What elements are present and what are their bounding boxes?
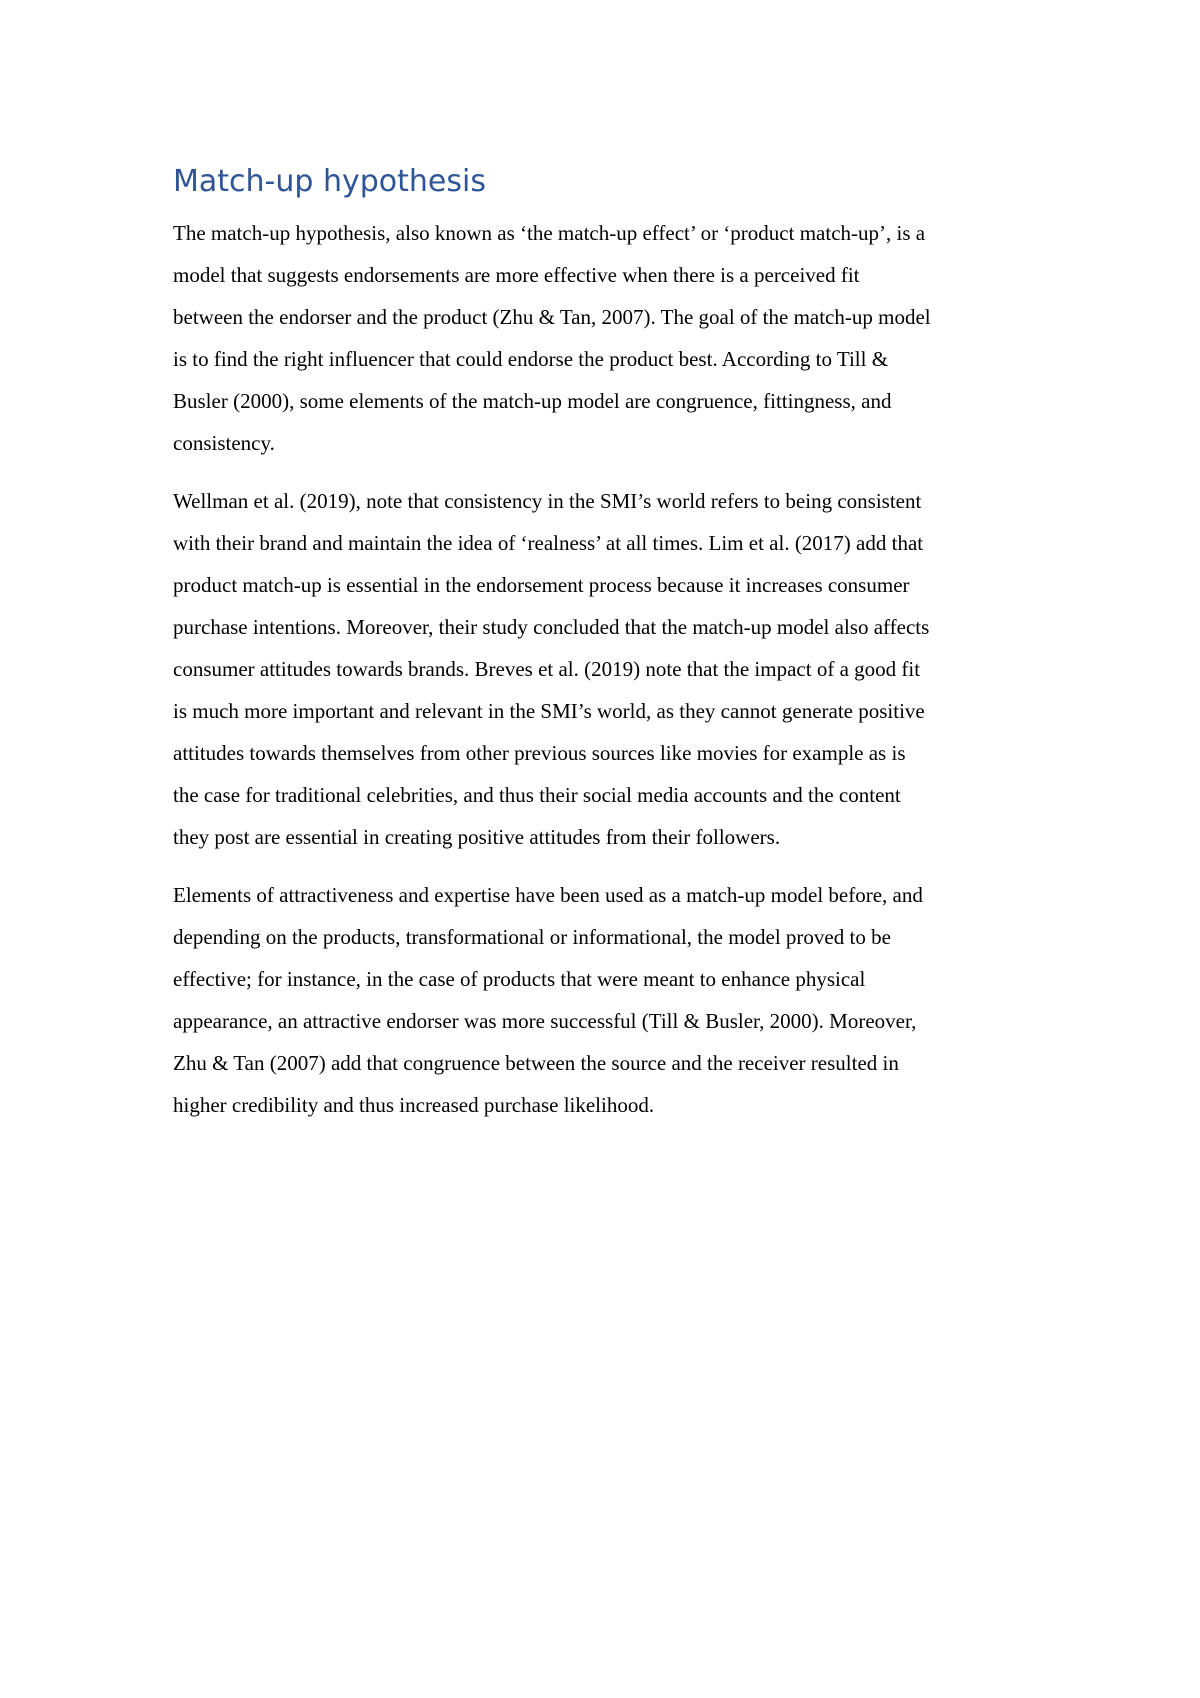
paragraph-2: Wellman et al. (2019), note that consistency in the SMI’s world refers to being consistent with their brand and maintain the idea of ‘realness’ at all times. Lim et al. (2017) add that product match-up is essential in the endorsement process because it increases consumer purchase intentions. Moreover, their study concluded that the match-up model also affects consumer attitudes towards brands. Breves et al. (2019) note that the impact of a good fit is much more important and relevant in the SMI’s world, as they cannot generate positive attitudes towards themselves from other previous sources like movies for example as is the case for traditional celebrities, and thus their social media accounts and the content they post are essential in creating positive attitudes from their followers.: [173, 489, 930, 849]
paragraph-3: Elements of attractiveness and expertise have been used as a match-up model before, and depending on the products, transformational or informational, the model proved to be effective; for instance, in the case of products that were meant to enhance physical appearance, an attractive endorser was more successful (Till & Busler, 2000). Moreover, Zhu & Tan (2007) add that congruence between the source and the receiver resulted in higher credibility and thus increased purchase likelihood.: [173, 883, 923, 1117]
paragraph-1: The match-up hypothesis, also known as ‘the match-up effect’ or ‘product match-up’, is a model that suggests endorsements are more effective when there is a perceived fit between the endorser and the product (Zhu & Tan, 2007). The goal of the match-up model is to find the right influencer that could endorse the product best. According to Till & Busler (2000), some elements of the match-up model are congruence, fittingness, and consistency.: [173, 221, 931, 455]
document-body: [173, 162, 1045, 1142]
section-heading: Match-up hypothesis: [173, 164, 486, 199]
